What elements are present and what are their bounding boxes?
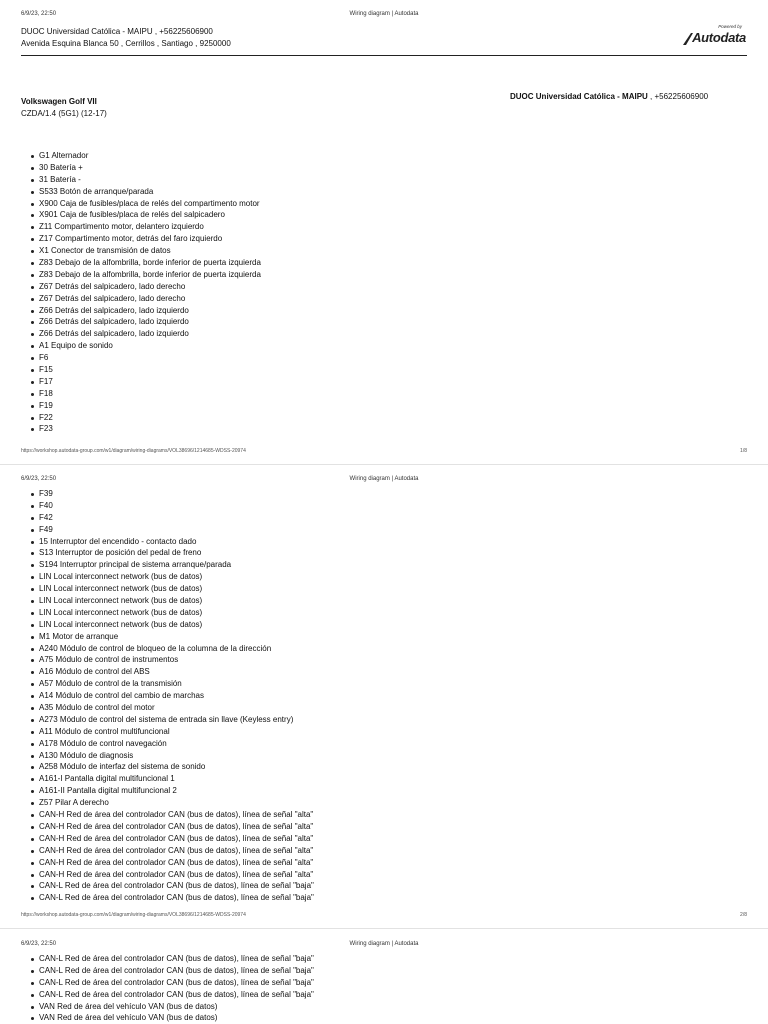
list-item: LIN Local interconnect network (bus de datos) <box>21 619 314 631</box>
list-item: X900 Caja de fusibles/placa de relés del compartimento motor <box>21 198 261 210</box>
component-list-page-3 <box>21 953 314 1024</box>
list-item: Z17 Compartimento motor, detrás del faro izquierdo <box>21 233 261 245</box>
print-datetime: 6/9/23, 22:50 <box>21 941 57 947</box>
list-item: A273 Módulo de control del sistema de entrada sin llave (Keyless entry) <box>21 714 314 726</box>
logo-brand: Autodata <box>692 30 746 45</box>
list-item: F18 <box>21 388 261 400</box>
list-item: CAN-L Red de área del controlador CAN (bus de datos), línea de señal "baja" <box>21 953 314 965</box>
list-item: CAN-L Red de área del controlador CAN (bus de datos), línea de señal "baja" <box>21 989 314 1001</box>
list-item: A57 Módulo de control de la transmisión <box>21 678 314 690</box>
contact-info <box>510 92 708 101</box>
list-item: M1 Motor de arranque <box>21 631 314 643</box>
print-datetime: 6/9/23, 22:50 <box>21 11 57 17</box>
contact-phone: , +56225606900 <box>647 92 709 101</box>
component-list-page-2 <box>21 488 314 904</box>
page-break <box>0 928 768 929</box>
list-item: CAN-H Red de área del controlador CAN (bus de datos), línea de señal "alta" <box>21 833 314 845</box>
list-item: F49 <box>21 524 314 536</box>
vehicle-engine: CZDA/1.4 (5G1) (12-17) <box>21 109 107 118</box>
list-item: Z57 Pilar A derecho <box>21 797 314 809</box>
autodata-logo <box>682 24 746 48</box>
list-item: CAN-H Red de área del controlador CAN (bus de datos), línea de señal "alta" <box>21 869 314 881</box>
dealer-line-1: DUOC Universidad Católica - MAIPU , +56225606900 <box>21 27 213 36</box>
list-item: F42 <box>21 512 314 524</box>
list-item: A14 Módulo de control del cambio de marchas <box>21 690 314 702</box>
print-datetime: 6/9/23, 22:50 <box>21 476 57 482</box>
footer-url: https://workshop.autodata-group.com/w1/diagram/wiring-diagrams/VOL38696/1214685-WDSS-20974 <box>21 448 246 454</box>
list-item: Z66 Detrás del salpicadero, lado izquierdo <box>21 328 261 340</box>
footer-page-number: 2/8 <box>740 912 747 918</box>
print-footer-1 <box>21 448 747 454</box>
list-item: CAN-L Red de área del controlador CAN (bus de datos), línea de señal "baja" <box>21 965 314 977</box>
list-item: F19 <box>21 400 261 412</box>
list-item: LIN Local interconnect network (bus de datos) <box>21 607 314 619</box>
print-title: Wiring diagram | Autodata <box>349 941 419 947</box>
list-item: A161-I Pantalla digital multifuncional 1 <box>21 773 314 785</box>
page-break <box>0 464 768 465</box>
list-item: A130 Módulo de diagnosis <box>21 750 314 762</box>
list-item: Z66 Detrás del salpicadero, lado izquierdo <box>21 305 261 317</box>
list-item: F6 <box>21 352 261 364</box>
list-item: CAN-H Red de área del controlador CAN (bus de datos), línea de señal "alta" <box>21 845 314 857</box>
list-item: X1 Conector de transmisión de datos <box>21 245 261 257</box>
list-item: F15 <box>21 364 261 376</box>
list-item: 30 Batería + <box>21 162 261 174</box>
list-item: F23 <box>21 423 261 435</box>
list-item: A178 Módulo de control navegación <box>21 738 314 750</box>
list-item: Z83 Debajo de la alfombrilla, borde inferior de puerta izquierda <box>21 269 261 281</box>
list-item: A11 Módulo de control multifuncional <box>21 726 314 738</box>
dealer-line-2: Avenida Esquina Blanca 50 , Cerrillos , Santiago , 9250000 <box>21 39 231 48</box>
list-item: X901 Caja de fusibles/placa de relés del salpicadero <box>21 209 261 221</box>
powered-by-label: Powered by <box>718 24 742 29</box>
list-item: A161-II Pantalla digital multifuncional 2 <box>21 785 314 797</box>
list-item: A258 Módulo de interfaz del sistema de sonido <box>21 761 314 773</box>
list-item: CAN-L Red de área del controlador CAN (bus de datos), línea de señal "baja" <box>21 892 314 904</box>
list-item: A16 Módulo de control del ABS <box>21 666 314 678</box>
list-item: LIN Local interconnect network (bus de datos) <box>21 583 314 595</box>
list-item: Z67 Detrás del salpicadero, lado derecho <box>21 281 261 293</box>
list-item: S533 Botón de arranque/parada <box>21 186 261 198</box>
print-title: Wiring diagram | Autodata <box>349 11 419 17</box>
list-item: CAN-H Red de área del controlador CAN (bus de datos), línea de señal "alta" <box>21 809 314 821</box>
vehicle-info <box>21 96 107 120</box>
list-item: CAN-L Red de área del controlador CAN (bus de datos), línea de señal "baja" <box>21 880 314 892</box>
list-item: CAN-H Red de área del controlador CAN (bus de datos), línea de señal "alta" <box>21 821 314 833</box>
list-item: F22 <box>21 412 261 424</box>
list-item: F40 <box>21 500 314 512</box>
list-item: F39 <box>21 488 314 500</box>
vehicle-name: Volkswagen Golf VII <box>21 97 97 106</box>
list-item: LIN Local interconnect network (bus de datos) <box>21 571 314 583</box>
footer-page-number: 1/8 <box>740 448 747 454</box>
list-item: Z67 Detrás del salpicadero, lado derecho <box>21 293 261 305</box>
contact-name: DUOC Universidad Católica - MAIPU <box>510 92 648 101</box>
print-footer-2 <box>21 912 747 918</box>
list-item: A240 Módulo de control de bloqueo de la columna de la dirección <box>21 643 314 655</box>
list-item: LIN Local interconnect network (bus de datos) <box>21 595 314 607</box>
footer-url: https://workshop.autodata-group.com/w1/diagram/wiring-diagrams/VOL38696/1214685-WDSS-20974 <box>21 912 246 918</box>
list-item: F17 <box>21 376 261 388</box>
print-title: Wiring diagram | Autodata <box>349 476 419 482</box>
dealer-info <box>21 26 231 50</box>
list-item: A35 Módulo de control del motor <box>21 702 314 714</box>
list-item: CAN-L Red de área del controlador CAN (bus de datos), línea de señal "baja" <box>21 977 314 989</box>
list-item: Z83 Debajo de la alfombrilla, borde inferior de puerta izquierda <box>21 257 261 269</box>
component-list-page-1 <box>21 150 261 435</box>
list-item: CAN-H Red de área del controlador CAN (bus de datos), línea de señal "alta" <box>21 857 314 869</box>
list-item: S194 Interruptor principal de sistema arranque/parada <box>21 559 314 571</box>
list-item: A1 Equipo de sonido <box>21 340 261 352</box>
list-item: VAN Red de área del vehículo VAN (bus de datos) <box>21 1012 314 1024</box>
list-item: Z11 Compartimento motor, delantero izquierdo <box>21 221 261 233</box>
list-item: 15 Interruptor del encendido - contacto dado <box>21 536 314 548</box>
list-item: A75 Módulo de control de instrumentos <box>21 654 314 666</box>
list-item: 31 Batería - <box>21 174 261 186</box>
list-item: Z66 Detrás del salpicadero, lado izquierdo <box>21 316 261 328</box>
list-item: S13 Interruptor de posición del pedal de freno <box>21 547 314 559</box>
list-item: G1 Alternador <box>21 150 261 162</box>
list-item: VAN Red de área del vehículo VAN (bus de datos) <box>21 1001 314 1013</box>
header-divider <box>21 55 747 56</box>
